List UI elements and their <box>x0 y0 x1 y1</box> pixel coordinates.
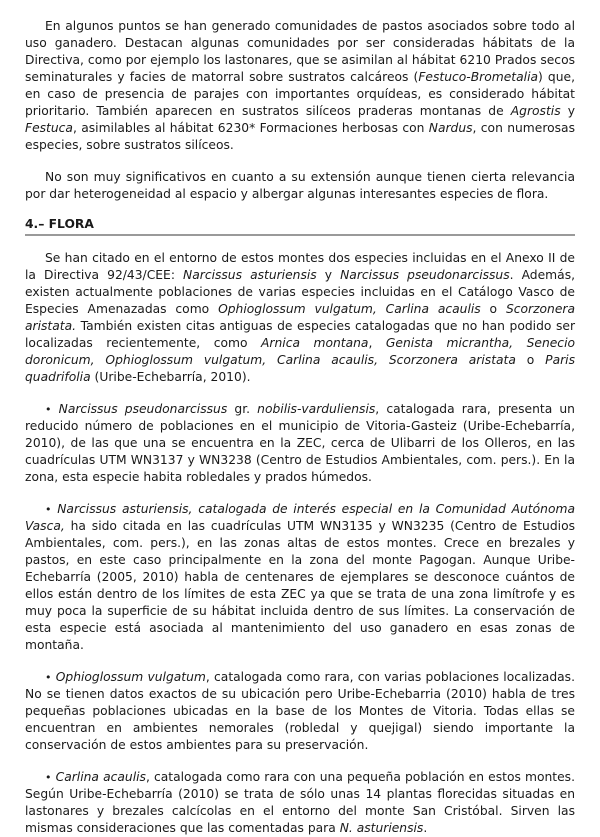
text-run: ha sido citada en las cuadrículas UTM WN3135 y WN3235 (Centro de Estudios Ambientales, com. pers.), en las zonas altas de estos montes. Crece en brezales y pastos, en este caso principalmente en la zona del monte Pagogan. Aunque Uribe-Echebarría (2005, 2010) habla de centenares de ejemplares se desconoce cuántos de ellos están dentro de los límites de esta ZEC ya que se trata de una zona limítrofe y es muy poca la superficie de su hábitat incluida dentro de sus límites. La conservación de esta especie está asociada al mantenimiento del uso ganadero en esas zonas de montaña. <box>25 519 575 652</box>
text-run: . Además, existen actualmente poblaciones de varias especies incluidas en el Catálogo Vasco de Especies Amenazadas como <box>25 268 576 316</box>
bullet-icon: • <box>45 771 52 784</box>
flora-intro-paragraph <box>25 250 575 386</box>
italic-text-run: Ophioglossum vulgatum <box>55 670 206 684</box>
intro-paragraph-1 <box>25 18 575 154</box>
text-run: Se han citado en el entorno de estos montes dos especies incluidas en el Anexo II de la Directiva 92/43/CEE: <box>25 251 575 282</box>
text-run: , catalogada como rara con una pequeña población en estos montes. Según Uribe-Echebarría (2010) se trata de sólo unas 14 plantas florecidas situadas en lastonares y brezales calcícolas en el entorno del monte San Cristóbal. Sirven las mismas consideraciones que las comentadas para <box>25 770 575 835</box>
italic-text-run: Narcissus asturiensis <box>183 268 317 282</box>
text-run: , <box>368 336 386 350</box>
text-run: , catalogada como rara, con varias poblaciones localizadas. No se tienen datos exactos de su ubicación pero Uribe-Echebarria (2010) habla de tres pequeñas poblaciones ubicadas en la base de los Montes de Vitoria. Todas ellas se encuentran en ambientes nemorales (robledal y quejigal) siendo importante la conservación de estos ambientes para su preservación. <box>25 670 575 752</box>
italic-text-run: Arnica montana <box>261 336 369 350</box>
text-run: , asimilables al hábitat 6230* Formaciones herbosas con <box>72 121 429 135</box>
italic-text-run: Agrostis <box>510 104 561 118</box>
text-run: y <box>316 268 341 282</box>
italic-text-run: Narcissus pseudonarcissus <box>58 402 228 416</box>
bullet-item-narcissus-pseudonarcissus <box>25 401 575 486</box>
text-run: En algunos puntos se han generado comunidades de pastos asociados sobre todo al uso ganadero. Destacan algunas comunidades por ser consideradas hábitats de la Directiva, como por ejemplo los lastonares, que se asimilan al hábitat 6210 Prados secos seminaturales y facies de matorral sobre sustratos calcáreos ( <box>25 19 575 84</box>
text-run: No son muy significativos en cuanto a su extensión aunque tienen cierta relevancia por dar heterogeneidad al espacio y albergar algunas interesantes especies de flora. <box>25 170 575 201</box>
bullet-icon: • <box>45 671 52 684</box>
italic-text-run: N. asturiensis <box>339 821 424 835</box>
text-run: ) que, en caso de presencia de parajes con importantes orquídeas, es considerado hábitat prioritario. También aparecen en sustratos silíceos praderas montanas de <box>25 70 575 118</box>
flora-section-body <box>25 250 575 837</box>
intro-paragraph-2 <box>25 169 575 203</box>
text-run: También existen citas antiguas de especies catalogadas que no han podido ser localizadas recientemente, como <box>25 319 575 350</box>
text-run: . <box>423 821 428 835</box>
text-run: y <box>560 104 576 118</box>
text-run: (Uribe-Echebarría, 2010). <box>90 370 251 384</box>
italic-text-run: Narcissus pseudonarcissus <box>340 268 510 282</box>
bullet-icon: • <box>45 503 52 516</box>
italic-text-run: Genista micrantha, Senecio doronicum, Ophioglossum vulgatum, Carlina acaulis, Scorzonera aristata <box>25 336 576 367</box>
bullet-item-carlina-acaulis <box>25 769 575 837</box>
italic-text-run: Scorzonera aristata. <box>25 302 576 333</box>
italic-text-run: Festuca <box>25 121 73 135</box>
text-run: o <box>515 353 546 367</box>
italic-text-run: Festuco-Brometalia <box>418 70 539 84</box>
bullet-icon: • <box>45 403 52 416</box>
text-run: gr. <box>227 402 258 416</box>
text-run: o <box>480 302 506 316</box>
bullet-item-narcissus-asturiensis <box>25 501 575 654</box>
text-run: , catalogada rara, presenta un reducido número de poblaciones en el municipio de Vitoria-Gasteiz (Uribe-Echebarría, 2010), de las que una se encuentra en la ZEC, cerca de Ulibarri de los Olleros, en las cuadrículas UTM WN3137 y WN3238 (Centro de Estudios Ambientales, com. pers.). En la zona, esta especie habita robledales y prados húmedos. <box>25 402 575 484</box>
italic-text-run: Carlina acaulis <box>55 770 146 784</box>
italic-text-run: nobilis-varduliensis <box>257 402 376 416</box>
text-run: , con numerosas especies, sobre sustratos silíceos. <box>25 121 575 152</box>
italic-text-run: Narcissus asturiensis, catalogada de interés especial en la Comunidad Autónoma Vasca, <box>25 502 575 533</box>
italic-text-run: Paris quadrifolia <box>25 353 575 384</box>
italic-text-run: Ophioglossum vulgatum, Carlina acaulis <box>218 302 481 316</box>
section-heading-flora: 4.– FLORA <box>25 216 575 236</box>
italic-text-run: Nardus <box>428 121 473 135</box>
bullet-item-ophioglossum-vulgatum <box>25 669 575 754</box>
